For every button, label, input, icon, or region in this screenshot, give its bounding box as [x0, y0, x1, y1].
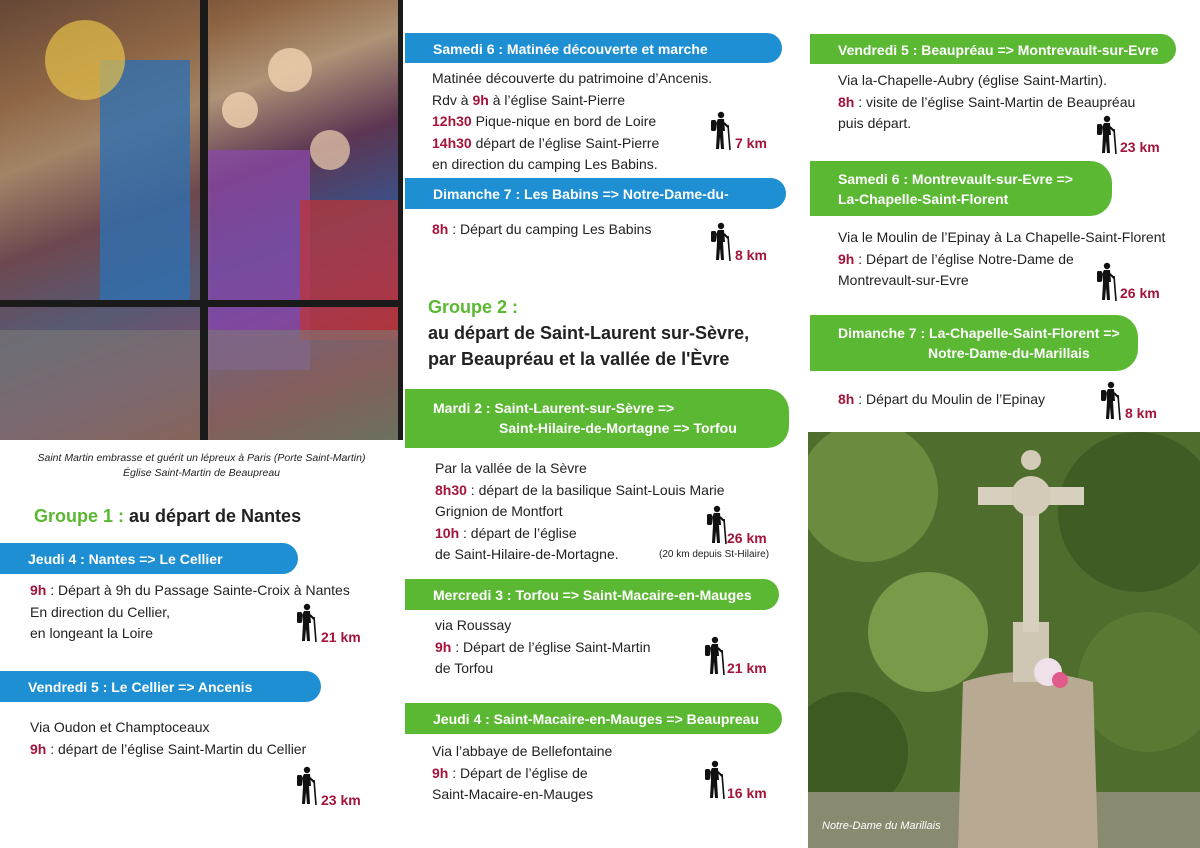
- hiker-icon: [1096, 262, 1118, 302]
- hiker-icon: [1100, 381, 1122, 421]
- day-banner-samedi-6: Samedi 6 : Matinée découverte et marche: [405, 33, 782, 63]
- day-banner-jeudi-4-g2: Jeudi 4 : Saint-Macaire-en-Mauges => Beaupreau: [405, 703, 782, 734]
- hiker-icon: [704, 760, 726, 800]
- day-banner-samedi-6-g2: Samedi 6 : Montrevault-sur-Evre => La-Chapelle-Saint-Florent: [810, 161, 1112, 216]
- hiker-icon: [704, 636, 726, 676]
- day-text-vendredi-5: Via Oudon et Champtoceaux 9h : départ de l’église Saint-Martin du Cellier: [30, 719, 307, 757]
- day-banner-mercredi-3: Mercredi 3 : Torfou => Saint-Macaire-en-Mauges: [405, 579, 779, 610]
- distance-km: 8 km: [1125, 405, 1157, 421]
- group2-heading: Groupe 2 : au départ de Saint-Laurent sur-Sèvre, par Beaupréau et la vallée de l'Èvre: [428, 297, 750, 369]
- distance-note: (20 km depuis St-Hilaire): [659, 549, 770, 560]
- day-text-samedi-6: Matinée découverte du patrimoine d’Ancenis. Rdv à 9h à l’église Saint-Pierre 12h30 Pique-nique en bord de Loire 14h30 départ de l’église Saint-Pierre en direction du camping Les Babins.: [432, 70, 713, 172]
- day-text-dimanche-7: 8h : Départ du camping Les Babins: [432, 221, 652, 237]
- day-text-jeudi-4-g2: Via l’abbaye de Bellefontaine 9h : Départ de l’église de Saint-Macaire-en-Mauges: [432, 743, 613, 802]
- distance-km: 21 km: [727, 660, 767, 676]
- distance-km: 23 km: [1120, 139, 1160, 155]
- hiker-icon: [296, 603, 318, 643]
- day-banner-vendredi-5-g2: Vendredi 5 : Beaupréau => Montrevault-sur-Evre: [810, 34, 1176, 64]
- hiker-icon: [710, 111, 732, 151]
- hiker-icon: [296, 766, 318, 806]
- stone-cross-photo: [808, 432, 1200, 848]
- distance-km: 7 km: [735, 135, 767, 151]
- distance-km: 16 km: [727, 785, 767, 801]
- day-text-samedi-6-g2: Via le Moulin de l’Epinay à La Chapelle-Saint-Florent 9h : Départ de l’église Notre-Dame de Montrevault-sur-Evre: [838, 229, 1166, 288]
- day-banner-jeudi-4: Jeudi 4 : Nantes => Le Cellier: [0, 543, 298, 574]
- hiker-icon: [1096, 115, 1118, 155]
- day-text-dimanche-7-g2: 8h : Départ du Moulin de l’Epinay: [838, 391, 1046, 407]
- day-banner-dimanche-7: Dimanche 7 : Les Babins => Notre-Dame-du-Marillais: [405, 178, 786, 209]
- image-caption: Saint Martin embrasse et guérit un lépreux à Paris (Porte Saint-Martin) Église Saint-Martin de Beaupreau: [37, 452, 366, 479]
- stained-glass-image: [0, 0, 403, 440]
- day-text-mercredi-3: via Roussay 9h : Départ de l’église Saint-Martin de Torfou: [435, 617, 651, 676]
- distance-km: 26 km: [727, 530, 767, 546]
- hiker-icon: [706, 505, 728, 545]
- group1-heading: Groupe 1 : au départ de Nantes: [34, 506, 302, 526]
- hiker-icon: [710, 222, 732, 262]
- distance-km: 21 km: [321, 629, 361, 645]
- day-banner-vendredi-5: Vendredi 5 : Le Cellier => Ancenis: [0, 671, 321, 702]
- photo-caption: Notre-Dame du Marillais: [822, 820, 941, 832]
- distance-km: 23 km: [321, 792, 361, 808]
- day-banner-dimanche-7-g2: Dimanche 7 : La-Chapelle-Saint-Florent => Notre-Dame-du-Marillais: [810, 315, 1138, 371]
- distance-km: 8 km: [735, 247, 767, 263]
- day-text-jeudi-4: 9h : Départ à 9h du Passage Sainte-Croix à Nantes En direction du Cellier, en longeant la Loire: [30, 582, 350, 641]
- distance-km: 26 km: [1120, 285, 1160, 301]
- day-text-mardi-2: Par la vallée de la Sèvre 8h30 : départ de la basilique Saint-Louis Marie Grignion de Montfort 10h : départ de l’église de Saint-Hilaire-de-Mortagne.: [435, 460, 725, 562]
- day-text-vendredi-5-g2: Via la-Chapelle-Aubry (église Saint-Martin). 8h : visite de l’église Saint-Martin de Beaupréau puis départ.: [838, 72, 1136, 131]
- day-banner-mardi-2: Mardi 2 : Saint-Laurent-sur-Sèvre => Saint-Hilaire-de-Mortagne => Torfou: [405, 389, 789, 448]
